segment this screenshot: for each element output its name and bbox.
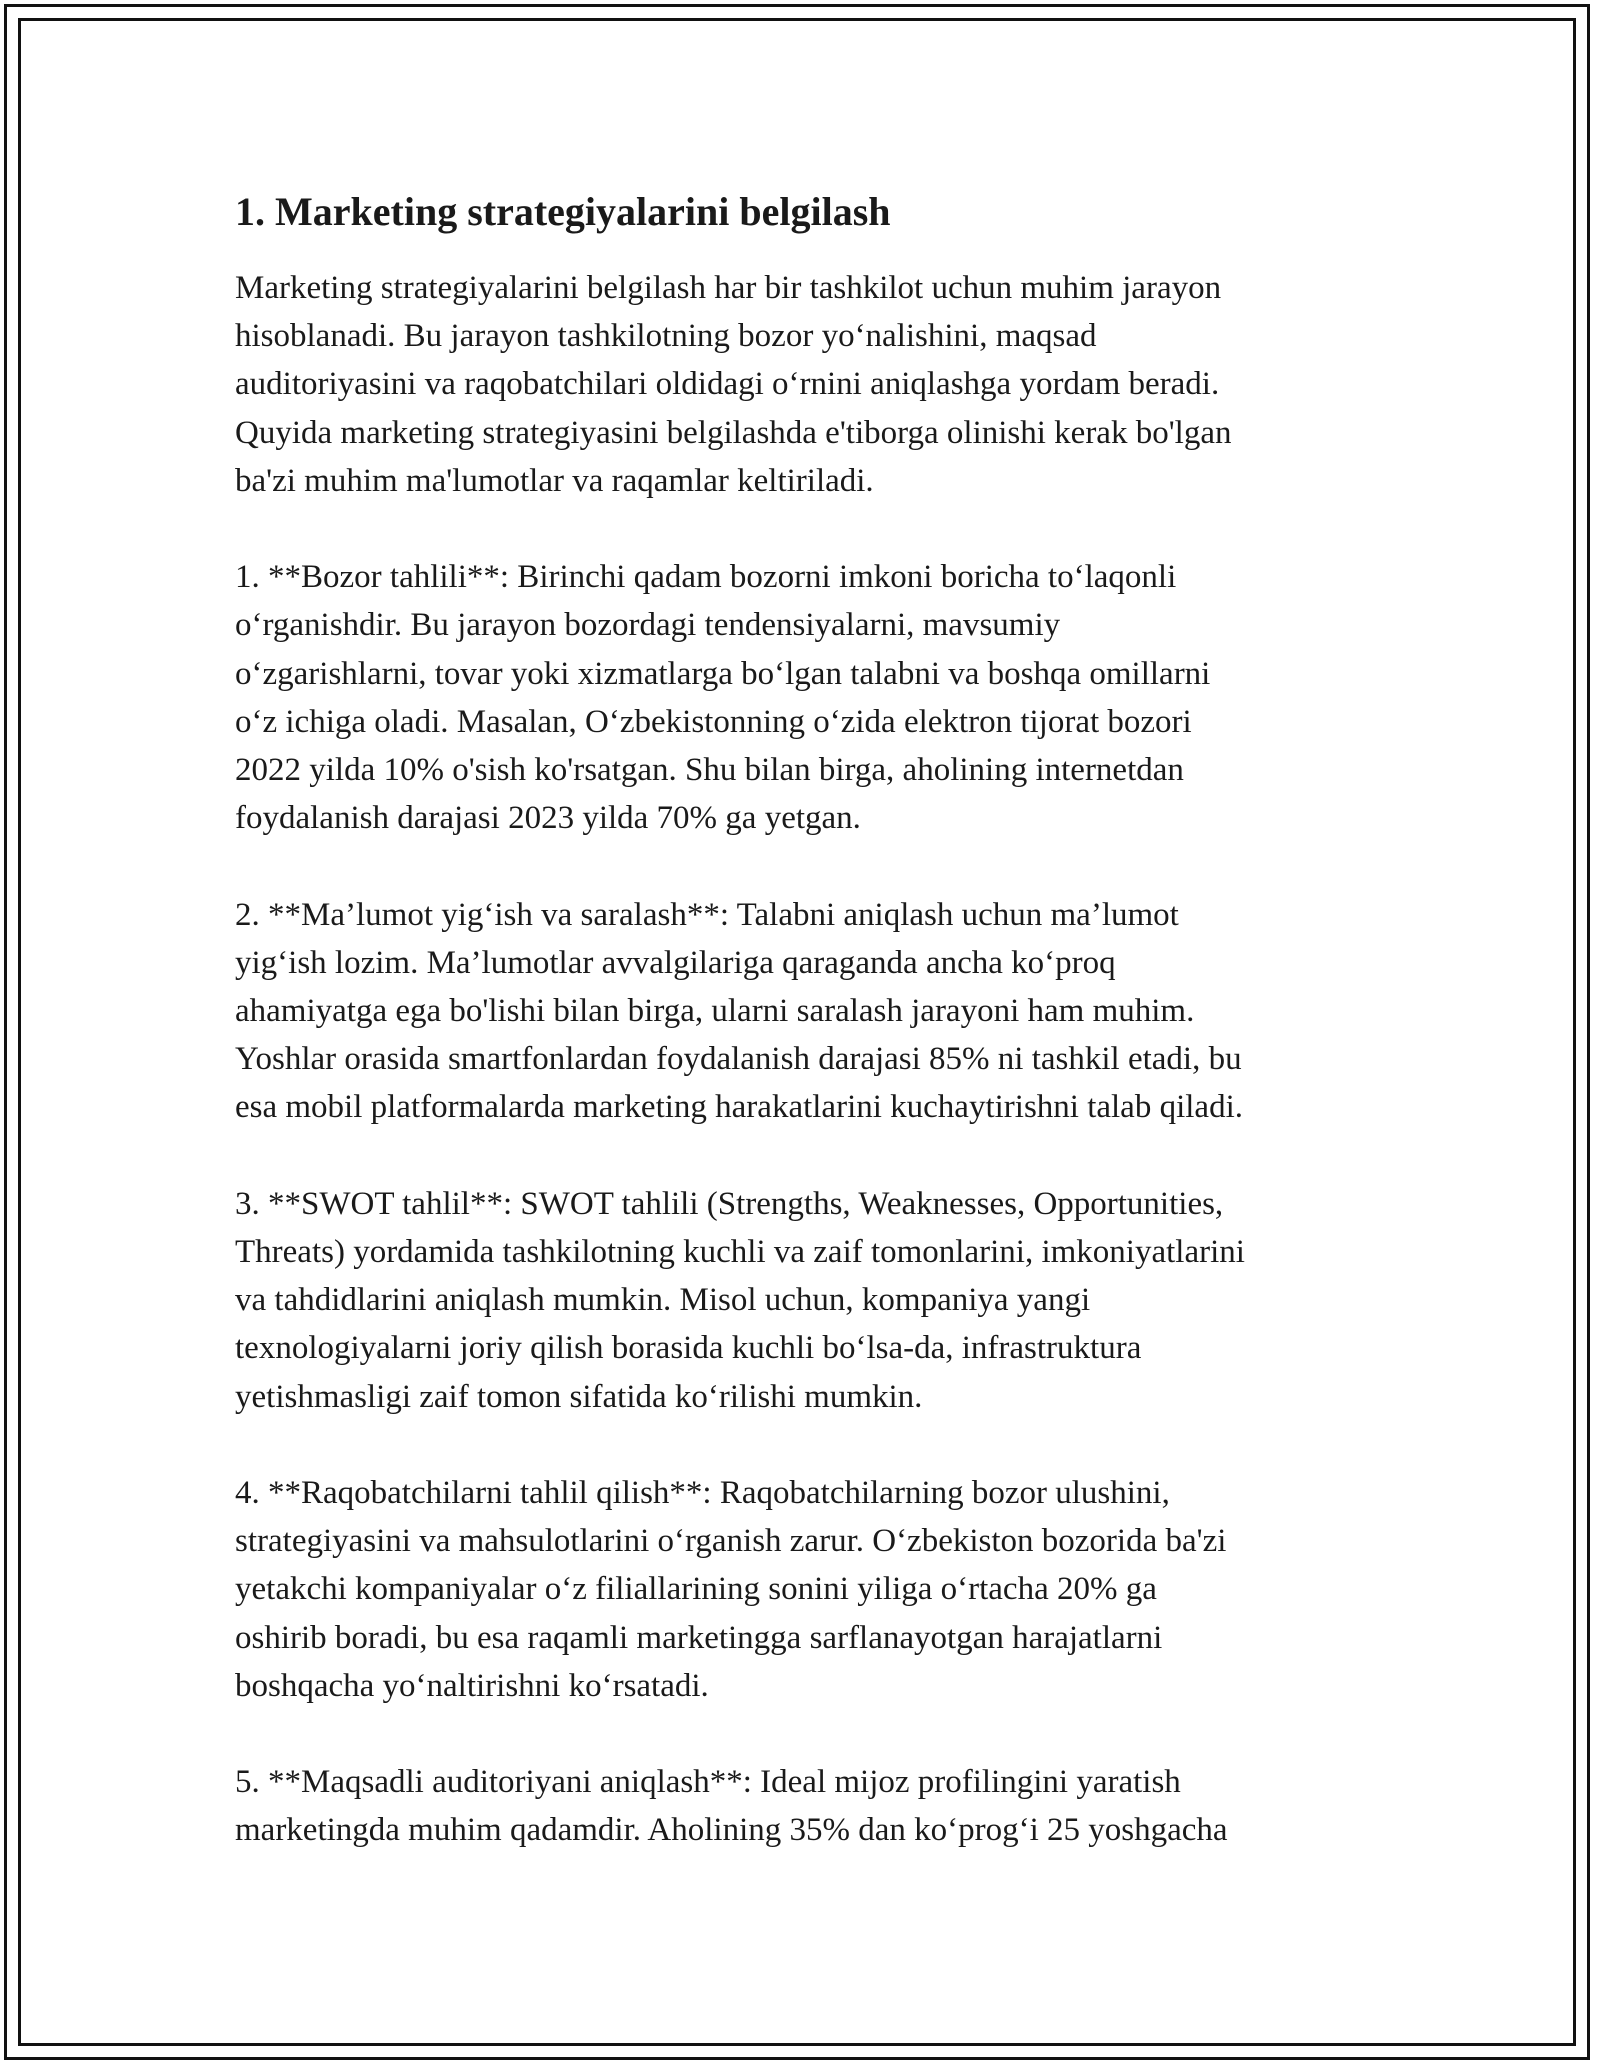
paragraph-malumot-yigish: 2. **Ma’lumot yig‘ish va saralash**: Talabni aniqlash uchun ma’lumot yig‘ish lozim. Ma’lumotlar avvalgilariga qaraganda ancha ko‘proq ahamiyatga ega bo'lishi bilan birga, ularni saralash jarayoni ham muhim. Yoshlar orasida smartfonlardan foydalanish darajasi 85% ni tashkil etadi, bu esa mobil platformalarda marketing harakatlarini kuchaytirishni talab qiladi.: [235, 896, 1243, 1126]
document-body: [235, 182, 1370, 1855]
paragraph-raqobatchilar: 4. **Raqobatchilarni tahlil qilish**: Raqobatchilarning bozor ulushini, strategiyasini va mahsulotlarini o‘rganish zarur. O‘zbekiston bozorida ba'zi yetakchi kompaniyalar o‘z filiallarining sonini yiliga o‘rtacha 20% ga oshirib boradi, bu esa raqamli marketingga sarflanayotgan harajatlarni boshqacha yo‘naltirishni ko‘rsatadi.: [235, 1475, 1227, 1704]
paragraph-swot-tahlil: 3. **SWOT tahlil**: SWOT tahlili (Strengths, Weaknesses, Opportunities, Threats) yordamida tashkilotning kuchli va zaif tomonlarini, imkoniyatlarini va tahdidlarini aniqlash mumkin. Misol uchun, kompaniya yangi texnologiyalarni joriy qilish borasida kuchli bo‘lsa-da, infrastruktura yetishmasligi zaif tomon sifatida ko‘rilishi mumkin.: [235, 1185, 1245, 1415]
paragraph-maqsadli-auditoriya: 5. **Maqsadli auditoriyani aniqlash**: Ideal mijoz profilingini yaratish marketingda muhim qadamdir. Aholining 35% dan ko‘prog‘i 25 yoshgacha: [235, 1764, 1228, 1849]
section-heading: 1. Marketing strategiyalarini belgilash: [235, 189, 891, 234]
intro-paragraph: Marketing strategiyalarini belgilash har bir tashkilot uchun muhim jarayon hisoblanadi. Bu jarayon tashkilotning bozor yo‘nalishini, maqsad auditoriyasini va raqobatchilari oldidagi o‘rnini aniqlashga yordam beradi. Quyida marketing strategiyasini belgilashda e'tiborga olinishi kerak bo'lgan ba'zi muhim ma'lumotlar va raqamlar keltiriladi.: [235, 270, 1232, 499]
paragraph-bozor-tahlili: 1. **Bozor tahlili**: Birinchi qadam bozorni imkoni boricha to‘laqonli o‘rganishdir. Bu jarayon bozordagi tendensiyalarni, mavsumiy o‘zgarishlarni, tovar yoki xizmatlarga bo‘lgan talabni va boshqa omillarni o‘z ichiga oladi. Masalan, O‘zbekistonning o‘zida elektron tijorat bozori 2022 yilda 10% o'sish ko'rsatgan. Shu bilan birga, aholining internetdan foydalanish darajasi 2023 yilda 70% ga yetgan.: [235, 559, 1211, 837]
